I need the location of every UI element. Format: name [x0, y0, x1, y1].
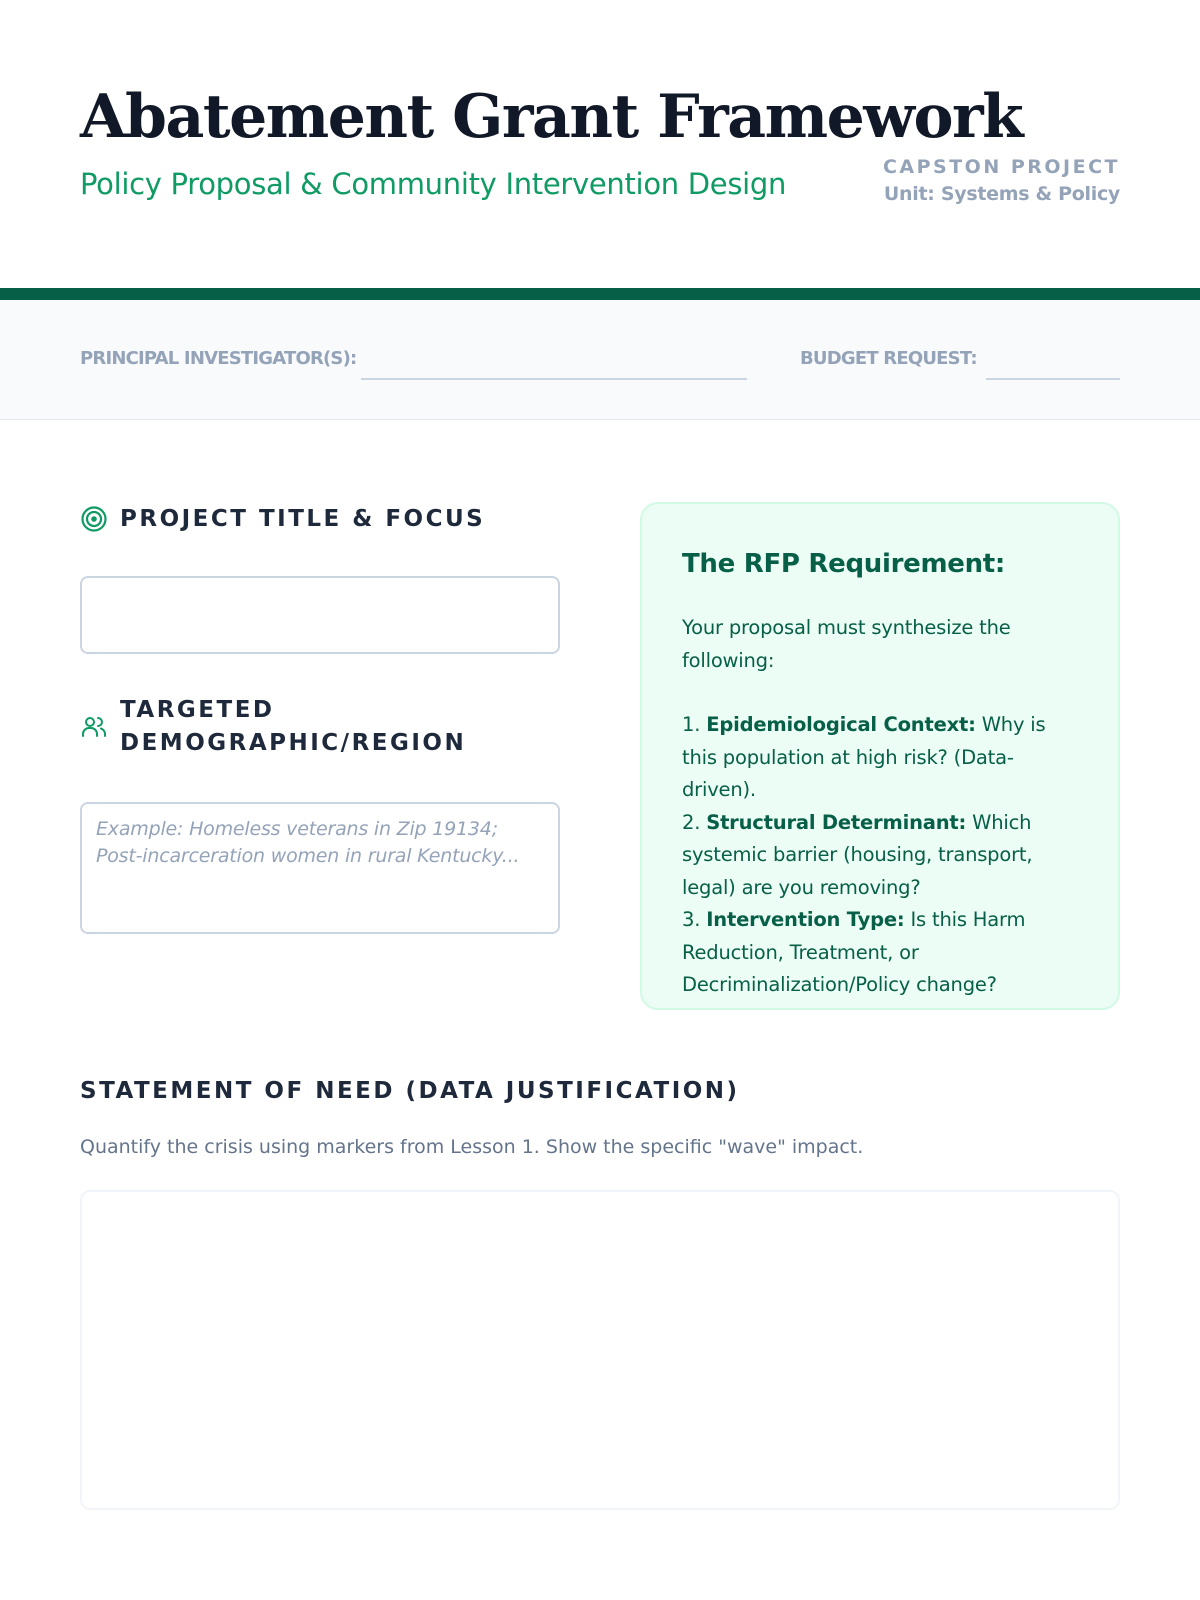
- rfp-item: 2. Structural Determinant: Which systemic barrier (housing, transport, legal) are you removing?: [682, 810, 1033, 899]
- demographic-heading: [80, 694, 466, 760]
- rfp-item-label: Intervention Type:: [706, 908, 905, 931]
- rfp-item-text: Which systemic barrier (housing, transport, legal) are you removing?: [682, 810, 1033, 899]
- rfp-item: 1. Epidemiological Context: Why is this population at high risk? (Data-driven).: [682, 713, 1046, 801]
- rfp-panel: [640, 502, 1120, 1010]
- budget-label: BUDGET REQUEST:: [800, 348, 977, 369]
- page-subtitle: Policy Proposal & Community Intervention Design: [80, 167, 787, 201]
- pi-input[interactable]: [361, 378, 747, 380]
- project-title-heading: [80, 502, 485, 536]
- info-bar: [0, 300, 1200, 420]
- rfp-title: The RFP Requirement:: [682, 549, 1006, 579]
- pi-label: PRINCIPAL INVESTIGATOR(S):: [80, 348, 357, 369]
- demographic-textarea[interactable]: [80, 802, 560, 934]
- project-kicker: CAPSTON PROJECT: [882, 156, 1120, 178]
- need-description: Quantify the crisis using markers from Lesson 1. Show the specific "wave" impact.: [80, 1136, 864, 1158]
- demographic-placeholder: Example: Homeless veterans in Zip 19134; Post-incarceration women in rural Kentucky...: [96, 818, 520, 867]
- users-icon: [80, 713, 108, 741]
- budget-input[interactable]: [986, 378, 1120, 380]
- project-title-heading-text: PROJECT TITLE & FOCUS: [120, 506, 486, 532]
- rfp-item-text: Why is this population at high risk? (Data-driven).: [682, 713, 1046, 801]
- rfp-item-label: Structural Determinant:: [706, 810, 967, 834]
- project-meta: [883, 154, 1120, 208]
- demographic-heading-line2: DEMOGRAPHIC/REGION: [120, 730, 467, 756]
- page-title: Abatement Grant Framework: [80, 82, 1023, 152]
- need-heading: STATEMENT OF NEED (DATA JUSTIFICATION): [80, 1078, 740, 1104]
- rfp-spacer: [682, 677, 1078, 709]
- header-divider: [0, 288, 1200, 300]
- rfp-item: 3. Intervention Type: Is this Harm Reduction, Treatment, or Decriminalization/Policy change?: [682, 908, 1026, 996]
- rfp-intro: Your proposal must synthesize the following:: [682, 616, 1011, 672]
- target-icon: [80, 505, 108, 533]
- rfp-item-text: Is this Harm Reduction, Treatment, or Decriminalization/Policy change?: [682, 908, 1026, 996]
- need-textarea[interactable]: [80, 1190, 1120, 1510]
- rfp-item-label: Epidemiological Context:: [706, 713, 976, 736]
- project-title-input[interactable]: [80, 576, 560, 654]
- page-header: [0, 0, 1200, 288]
- demographic-heading-line1: TARGETED: [120, 697, 275, 723]
- unit-label: Unit: Systems & Policy: [883, 183, 1120, 205]
